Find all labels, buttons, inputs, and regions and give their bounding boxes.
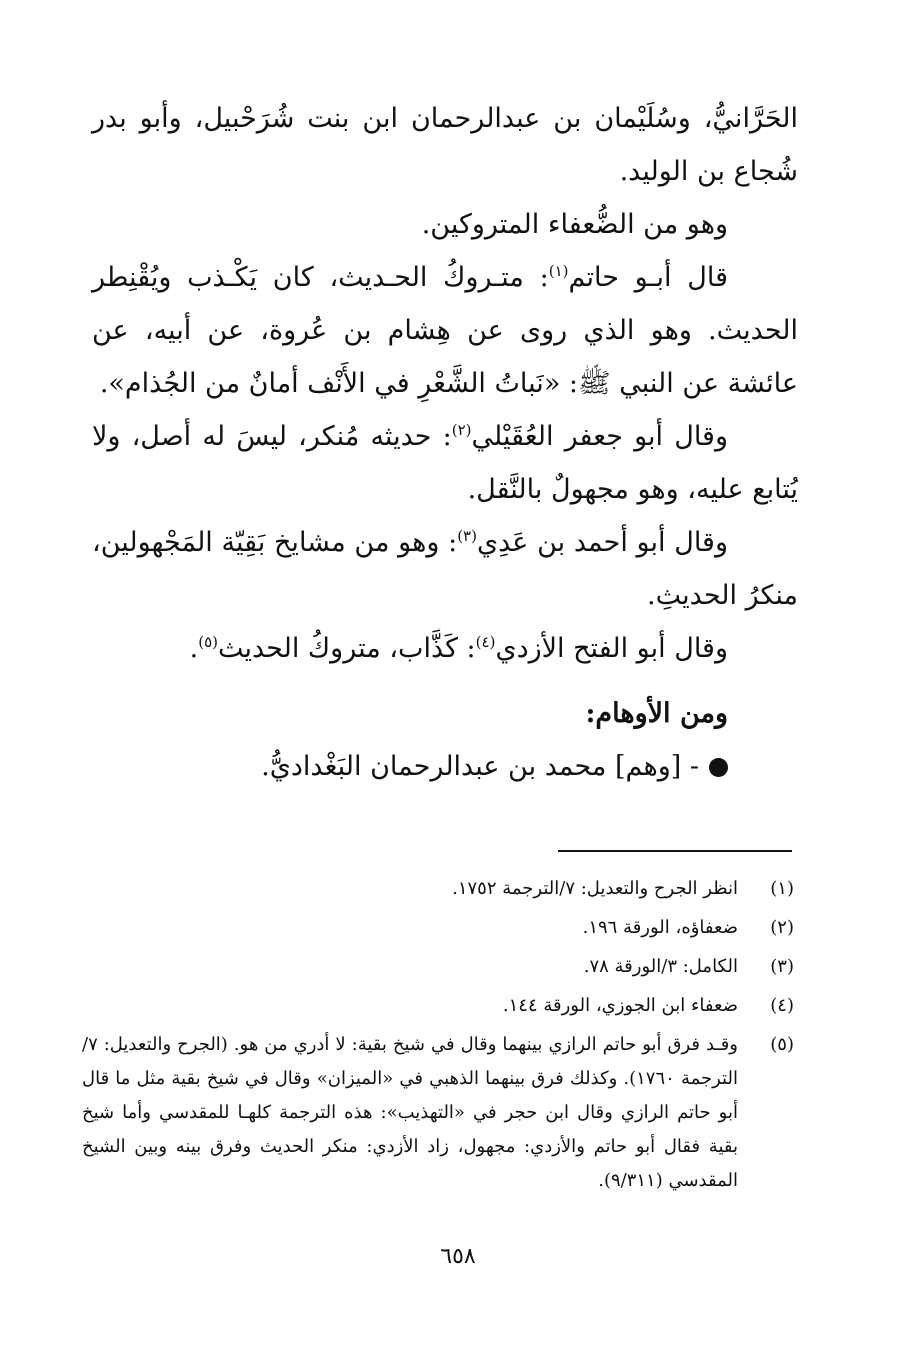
section-heading: ومن الأوهام: — [585, 698, 728, 729]
paragraph-4 — [92, 410, 798, 516]
footnote-ref-5[interactable]: (٥) — [198, 633, 218, 651]
footnote-5 — [82, 1028, 794, 1198]
bullet-dot-icon — [709, 758, 728, 777]
paragraph-6-lead: وقال أبو الفتح الأزدي — [495, 633, 728, 664]
footnote-ref-3[interactable]: (٣) — [457, 527, 477, 545]
footnote-text: ضعفاؤه، الورقة ١٩٦. — [582, 917, 738, 938]
paragraph-5-lead: وقال أبو أحمد بن عَدِي — [476, 527, 728, 558]
paragraph-5 — [92, 516, 798, 622]
paragraph-6-body: : كَذَّاب، متروكُ الحديث — [217, 633, 476, 664]
bullet-item — [92, 740, 798, 793]
footnote-separator — [558, 850, 792, 852]
paragraph-1: الحَرَّانيُّ، وسُلَيْمان بن عبدالرحمان ابن بنت شُرَحْبيل، وأبو بدر شُجاع بن الوليد. — [92, 103, 798, 187]
paragraph-6-end: . — [189, 633, 199, 664]
paragraph-3-lead: قال أبـو حاتم — [568, 262, 728, 293]
footnote-text: الكامل: ٣/الورقة ٧٨. — [583, 956, 738, 977]
footnote-number: (١) — [770, 878, 794, 899]
paragraph-5-body: : وهو من مشايخ بَقِيّة المَجْهولين، منكرُ الحديثِ. — [92, 527, 798, 611]
footnote-text: وقـد فرق أبو حاتم الرازي بينهما وقال في شيخ بقية: لا أدري من هو. (الجرح والتعديل: ٧/الترجمة ١٧٦٠). وكذلك فرق بينهما الذهبي في «الميزان» وقال في شيخ بقية مثل ما قال أبو حاتم الرازي وقال ابن حجر في «التهذيب»: هذه الترجمة كلهـا للمقدسي وأما شيخ بقية فقال أبو حاتم والأزدي: مجهول، زاد الأزدي: منكر الحديث وفرق بينه وبين الشيخ المقدسي (٩/٣١١). — [82, 1034, 738, 1191]
paragraph-3-body: : متـروكُ الحـديث، كان يَكْـذب ويُقْنِطر الحديث. وهو الذي روى عن هِشام بن عُروة، عن أبيه، عن عائشة عن النبي ﷺ: «نَباتُ الشَّعْرِ في الأَنْف أمانٌ من الجُذام». — [92, 262, 798, 399]
bullet-text: - [وهم] محمد بن عبدالرحمان البَغْداديُّ. — [261, 751, 699, 782]
paragraph-6 — [92, 622, 798, 675]
paragraph-4-body: : حديثه مُنكر، ليسَ له أصل، ولا يُتابع عليه، وهو مجهولٌ بالنَّقل. — [92, 421, 798, 505]
footnote-number: (٣) — [770, 956, 794, 977]
paragraph-2: وهو من الضُّعفاء المتروكين. — [421, 209, 728, 240]
main-text — [92, 92, 798, 793]
footnote-2 — [82, 911, 794, 945]
footnote-ref-4[interactable]: (٤) — [475, 633, 496, 651]
footnote-3 — [82, 950, 794, 984]
footnote-text: ضعفاء ابن الجوزي، الورقة ١٤٤. — [502, 995, 738, 1016]
paragraph-4-lead: وقال أبو جعفر العُقَيْلي — [471, 421, 729, 452]
footnote-number: (٥) — [770, 1034, 794, 1055]
page-number: ٦٥٨ — [440, 1244, 476, 1269]
footnote-4 — [82, 989, 794, 1023]
footnote-number: (٢) — [770, 917, 794, 938]
footnotes — [82, 872, 794, 1203]
paragraph-3 — [92, 251, 798, 410]
footnote-text: انظر الجرح والتعديل: ٧/الترجمة ١٧٥٢. — [452, 878, 738, 899]
footnote-number: (٤) — [770, 995, 794, 1016]
footnote-ref-2[interactable]: (٢) — [451, 421, 472, 439]
footnote-ref-1[interactable]: (١) — [548, 262, 569, 280]
footnote-1 — [82, 872, 794, 906]
